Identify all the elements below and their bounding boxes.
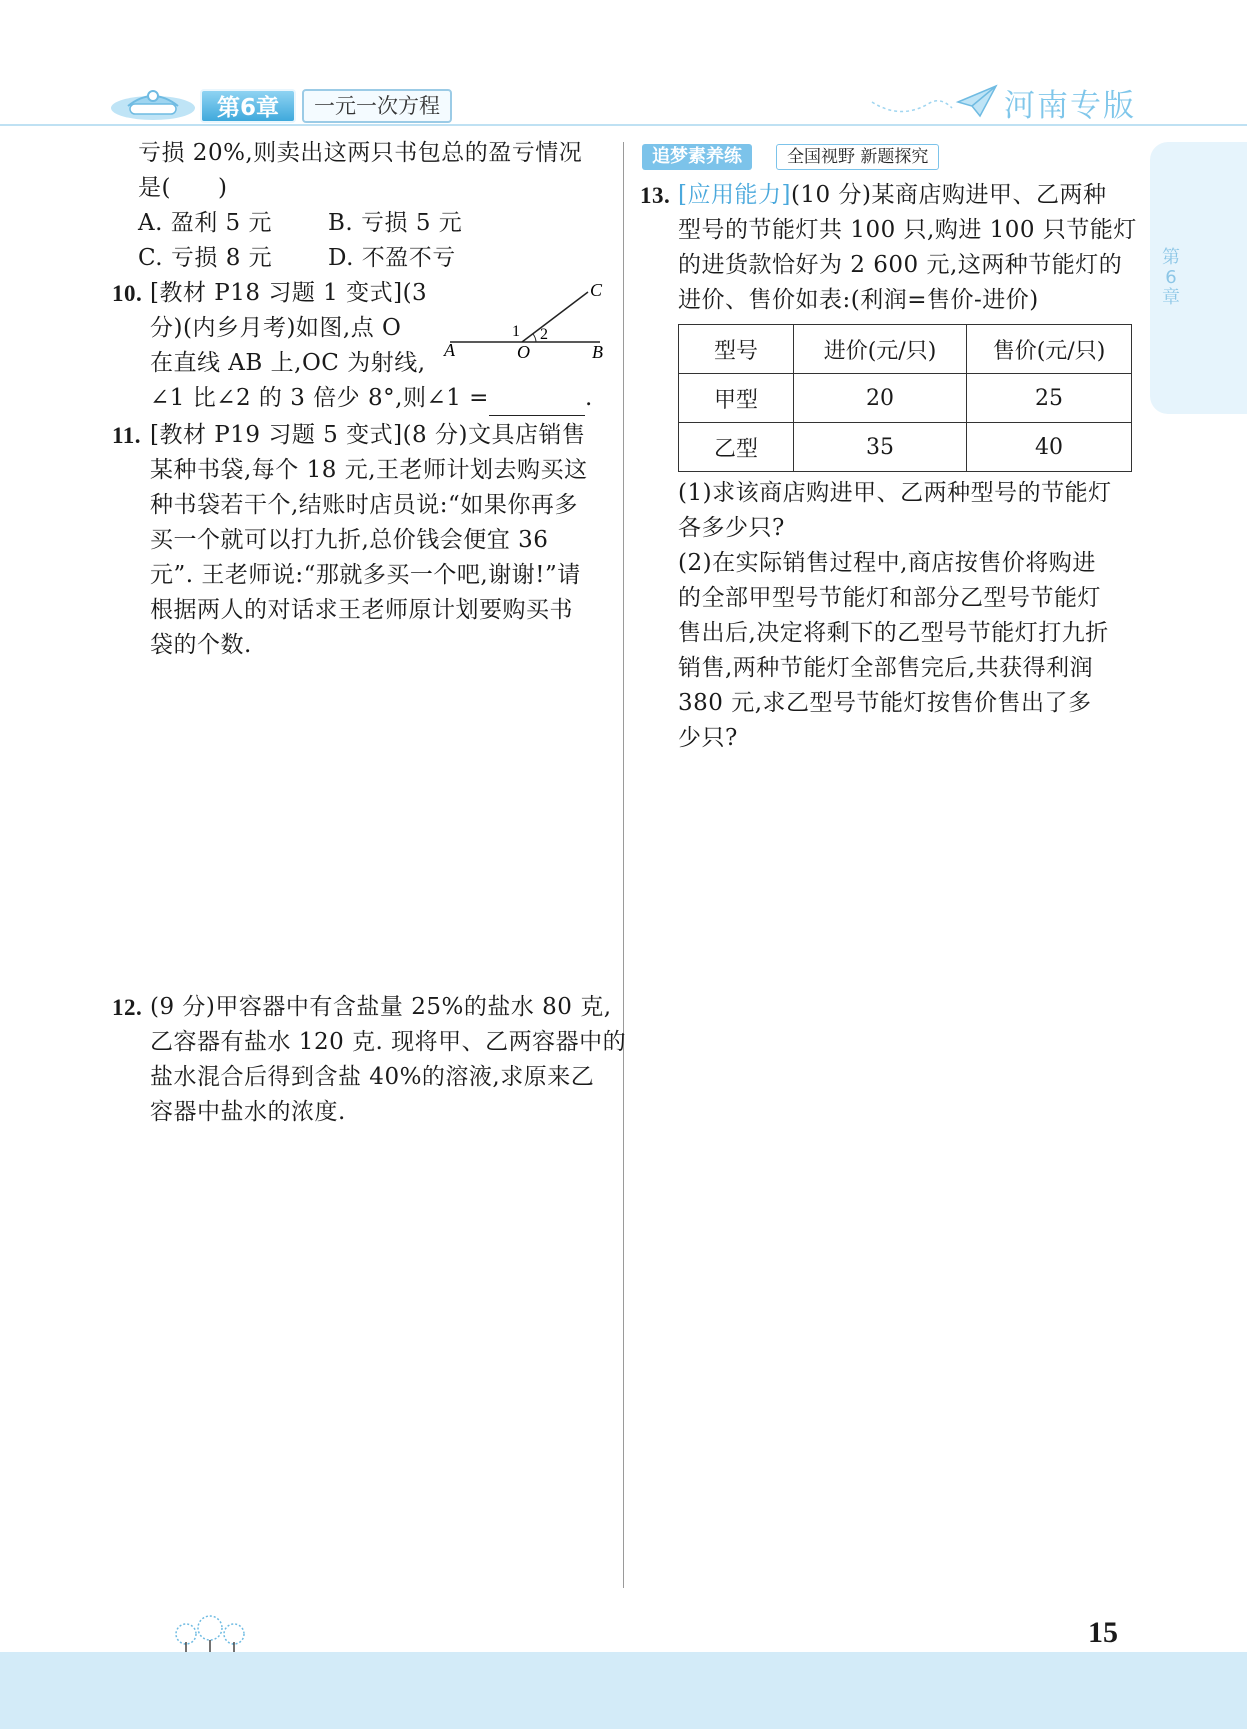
q12-line-2: 乙容器有盐水 120 克. 现将甲、乙两容器中的 [150, 1029, 627, 1055]
table-header-row [679, 325, 1132, 374]
paper-plane-icon [870, 82, 1000, 122]
q10-line-3: 在直线 AB 上,OC 为射线, [150, 350, 426, 376]
q11-line-1: [教材 P19 习题 5 变式](8 分)文具店销售 [150, 422, 586, 448]
section-sublabel: 全国视野 新题探究 [776, 144, 939, 170]
table-header-cell: 售价(元/只) [967, 325, 1132, 374]
q12-line-3: 盐水混合后得到含盐 40%的溶液,求原来乙 [150, 1064, 595, 1090]
q9-option-b: B. 亏损 5 元 [328, 210, 463, 236]
q13-part1-line-2: 各多少只? [678, 515, 785, 541]
answer-blank [489, 391, 585, 416]
q13-part2-line-3: 售出后,决定将剩下的乙型号节能灯打九折 [678, 620, 1109, 646]
chapter-title: 一元一次方程 [302, 89, 452, 123]
table-row [679, 423, 1132, 472]
section-label: 追梦素养练 [642, 144, 752, 170]
q13-line-1: [应用能力](10 分)某商店购进甲、乙两种 [678, 182, 1107, 208]
table-header-cell: 进价(元/只) [794, 325, 967, 374]
q12-number: 12. [112, 995, 143, 1020]
q11-number: 11. [112, 423, 141, 448]
q13-part2-line-1: (2)在实际销售过程中,商店按售价将购进 [678, 550, 1096, 576]
q12-line-1: (9 分)甲容器中有含盐量 25%的盐水 80 克, [150, 994, 612, 1020]
page-number: 15 [1088, 1616, 1118, 1649]
price-table [678, 324, 1132, 472]
q13-line-4: 进价、售价如表:(利润=售价-进价) [678, 287, 1039, 313]
header-rule [0, 124, 1247, 126]
q13-part2-line-4: 销售,两种节能灯全部售完后,共获得利润 [678, 655, 1094, 681]
label-o: O [517, 342, 530, 360]
q9-line-2: 是( ) [138, 175, 228, 201]
q9-option-d: D. 不盈不亏 [328, 245, 456, 271]
q13-number: 13. [640, 183, 671, 208]
table-cell: 甲型 [679, 374, 794, 423]
q13-part2-line-2: 的全部甲型号节能灯和部分乙型号节能灯 [678, 585, 1101, 611]
q13-line-3: 的进货款恰好为 2 600 元,这两种节能灯的 [678, 252, 1123, 278]
table-cell: 20 [794, 374, 967, 423]
label-b: B [592, 342, 603, 360]
chapter-badge: 第6章 [200, 89, 296, 123]
q10-line-1: [教材 P18 习题 1 变式](3 [150, 280, 428, 306]
q10-line-2: 分)(内乡月考)如图,点 O [150, 315, 402, 341]
q11-line-4: 买一个就可以打九折,总价钱会便宜 36 [150, 527, 549, 553]
label-a: A [444, 340, 455, 360]
q10-figure [440, 280, 610, 360]
q13-part1-line-1: (1)求该商店购进甲、乙两种型号的节能灯 [678, 480, 1112, 506]
table-row [679, 374, 1132, 423]
chapter-side-label: 第6章 [1162, 247, 1180, 308]
q9-option-a: A. 盈利 5 元 [138, 210, 272, 236]
trees-icon [172, 1614, 250, 1652]
q9-line-1: 亏损 20%,则卖出这两只书包总的盈亏情况 [138, 140, 583, 166]
table-cell: 40 [967, 423, 1132, 472]
q12-line-4: 容器中盐水的浓度. [150, 1099, 346, 1125]
q13-tag: [应用能力] [678, 182, 791, 208]
table-cell: 35 [794, 423, 967, 472]
ray-oc [522, 292, 588, 342]
table-cell: 25 [967, 374, 1132, 423]
q11-line-5: 元”. 王老师说:“那就多买一个吧,谢谢!”请 [150, 562, 581, 588]
q9-option-c: C. 亏损 8 元 [138, 245, 273, 271]
table-header-cell: 型号 [679, 325, 794, 374]
label-c: C [590, 280, 603, 300]
column-divider [623, 142, 624, 1588]
angle-2-label: 2 [540, 326, 548, 343]
q11-line-6: 根据两人的对话求王老师原计划要购买书 [150, 597, 573, 623]
q10-line-4: ∠1 比∠2 的 3 倍少 8°,则∠1 = . [150, 381, 593, 416]
table-cell: 乙型 [679, 423, 794, 472]
edition-label: 河南专版 [1004, 88, 1136, 124]
q11-line-7: 袋的个数. [150, 632, 252, 658]
q13-part2-line-5: 380 元,求乙型号节能灯按售价售出了多 [678, 690, 1092, 716]
series-logo [108, 84, 198, 124]
q10-number: 10. [112, 281, 143, 306]
q11-line-2: 某种书袋,每个 18 元,王老师计划去购买这 [150, 457, 588, 483]
q13-line-2: 型号的节能灯共 100 只,购进 100 只节能灯 [678, 217, 1137, 243]
q11-line-3: 种书袋若干个,结账时店员说:“如果你再多 [150, 492, 578, 518]
footer-band [0, 1652, 1247, 1729]
angle-1-label: 1 [512, 323, 520, 340]
q13-part2-line-6: 少只? [678, 725, 738, 751]
